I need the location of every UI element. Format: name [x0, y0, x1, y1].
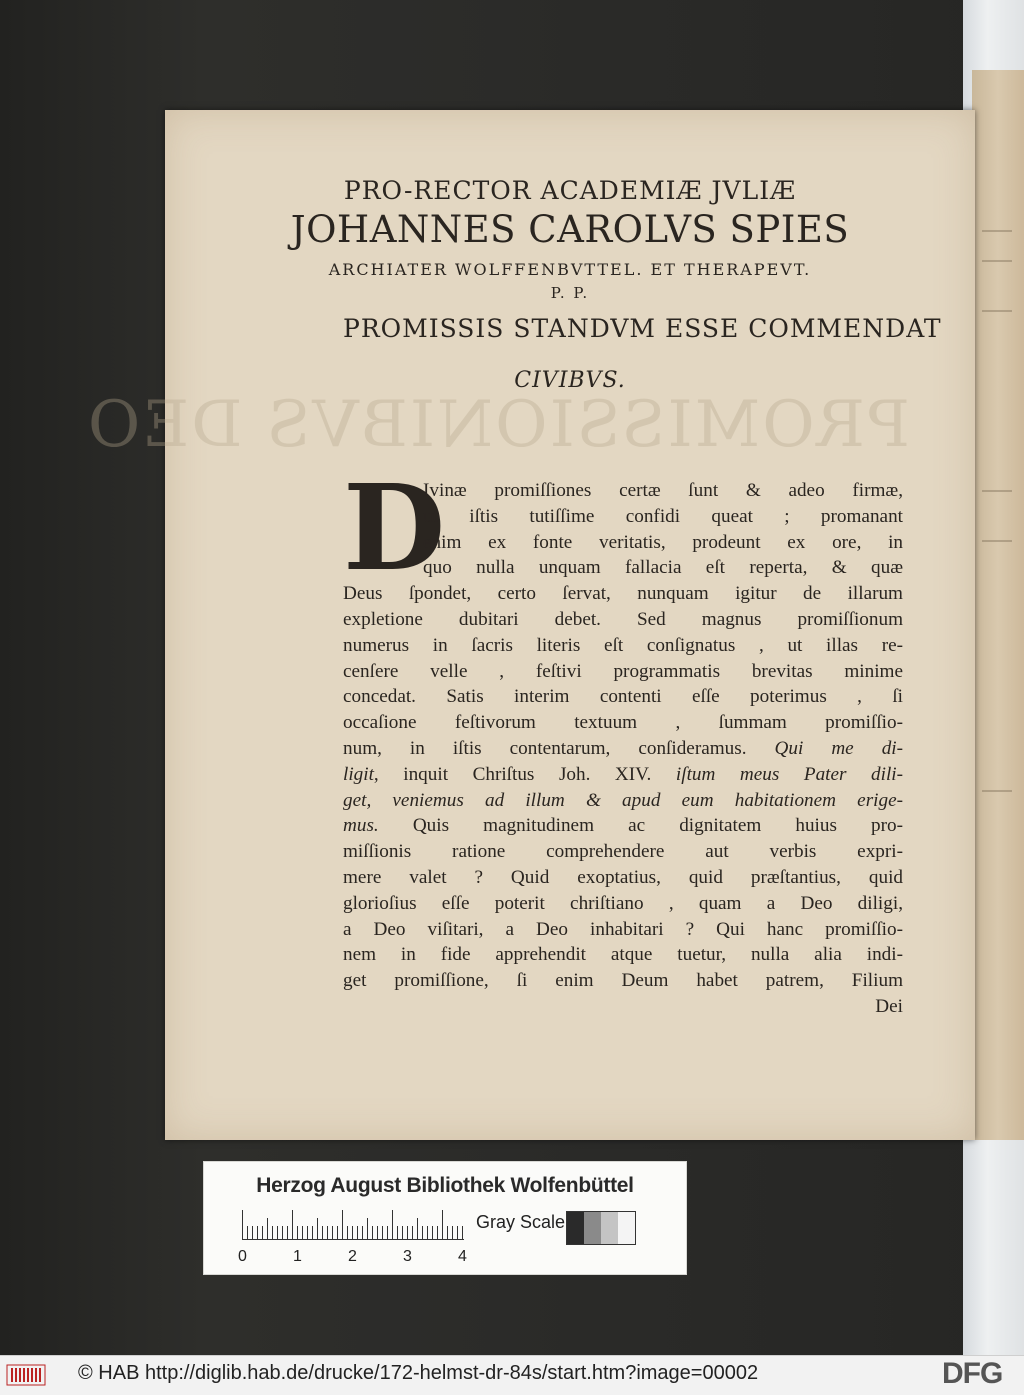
body-line: numerus in ſacris literis eſt conſignatus , ut illas re-	[343, 634, 903, 656]
gray-swatch	[601, 1212, 618, 1244]
ruler-tick	[402, 1226, 403, 1240]
body-line-part: num, in iſtis contentarum, conſideramus.	[343, 737, 747, 759]
ruler-tick	[357, 1226, 358, 1240]
ruler-tick	[332, 1226, 333, 1240]
ruler-tick	[377, 1226, 378, 1240]
ruler-tick	[317, 1218, 318, 1240]
ruler-tick	[457, 1226, 458, 1240]
ruler-tick	[277, 1226, 278, 1240]
body-line: miſſionis ratione comprehendere aut verbis expri-	[343, 841, 903, 863]
body-line	[343, 788, 903, 814]
body-line: mere valet ? Quid exoptatius, quid præſtantius, quid	[343, 866, 903, 888]
body-line-part: , inquit Chriſtus Joh. XIV.	[373, 763, 652, 785]
body-line-italic: Qui me di-	[774, 737, 904, 759]
body-line	[343, 813, 903, 839]
gray-swatch	[584, 1212, 601, 1244]
ruler-tick	[367, 1218, 368, 1240]
library-colour-target	[203, 1161, 687, 1275]
ruler-tick	[372, 1226, 373, 1240]
ruler-tick	[322, 1226, 323, 1240]
ruler-tick	[382, 1226, 383, 1240]
body-line: concedat. Satis interim contenti eſſe poterimus , ſi	[343, 686, 903, 708]
title-promissis: PROMISSIS STANDVM ESSE COMMENDAT	[343, 314, 942, 343]
ruler-tick	[312, 1226, 313, 1240]
ruler-tick	[452, 1226, 453, 1240]
document-page	[85, 110, 975, 1140]
dfg-logo: DFG	[942, 1357, 1003, 1390]
ruler-tick	[362, 1226, 363, 1240]
title-prorector: PRO-RECTOR ACADEMIÆ JVLIÆ	[343, 176, 797, 205]
drop-cap: D	[343, 458, 446, 597]
ruler-tick	[387, 1226, 388, 1240]
body-line: cenſere velle , feſtivi programmatis brevitas minime	[343, 660, 903, 682]
ruler-tick	[447, 1226, 448, 1240]
ruler-number: 4	[458, 1248, 467, 1265]
ruler-number: 0	[238, 1248, 247, 1265]
ruler-tick	[347, 1226, 348, 1240]
body-line: get promiſſione, ſi enim Deum habet patrem, Filium	[343, 970, 903, 992]
adjacent-page-edge	[972, 70, 1024, 1140]
ruler-tick	[442, 1210, 443, 1240]
ruler-tick	[412, 1226, 413, 1240]
ruler-tick	[462, 1226, 463, 1240]
ruler-tick	[437, 1226, 438, 1240]
ruler-tick	[422, 1226, 423, 1240]
title-name: JOHANNES CAROLVS SPIES	[290, 208, 850, 251]
gray-scale-label: Gray Scale	[476, 1212, 566, 1232]
ruler-tick	[287, 1226, 288, 1240]
body-line: Deus ſpondet, certo ſervat, nunquam igitur de illarum	[343, 583, 903, 605]
ruler-tick	[427, 1226, 428, 1240]
body-line-italic: get, veniemus ad illum & apud eum habitationem erige-	[343, 789, 903, 811]
footer-bar	[0, 1355, 1024, 1395]
body-line: quo nulla unquam fallacia eſt reperta, & quæ	[423, 557, 903, 579]
title-pp: P. P.	[550, 284, 590, 302]
catchword: Dei	[875, 995, 903, 1017]
body-line-italic: iſtum meus Pater dili-	[675, 763, 903, 785]
library-name: Herzog August Bibliothek Wolfenbüttel	[256, 1174, 634, 1197]
ruler-tick	[282, 1226, 283, 1240]
ruler-tick	[337, 1226, 338, 1240]
body-line: Ivinæ promiſſiones certæ ſunt & adeo firmæ,	[423, 480, 903, 501]
body-line	[343, 762, 903, 788]
ruler-tick	[342, 1210, 343, 1240]
gray-swatch	[567, 1212, 584, 1244]
body-line-part: Quis magnitudinem ac dignitatem huius pro-	[412, 815, 904, 837]
ruler-tick	[267, 1218, 268, 1240]
ruler-tick	[417, 1218, 418, 1240]
ruler-tick	[352, 1226, 353, 1240]
gray-scale-swatches	[566, 1211, 636, 1245]
body-line: occaſione feſtivorum textuum , ſummam promiſſio-	[343, 712, 903, 734]
ruler-tick	[407, 1226, 408, 1240]
ruler-tick	[432, 1226, 433, 1240]
gray-swatch	[618, 1212, 635, 1244]
body-line: enim ex fonte veritatis, prodeunt ex ore, in	[423, 531, 903, 553]
ruler-tick	[307, 1226, 308, 1240]
body-text	[343, 458, 904, 1020]
hab-logo-icon	[6, 1362, 46, 1388]
ruler-tick	[257, 1226, 258, 1240]
body-line	[343, 736, 903, 762]
footer-url[interactable]: © HAB http://diglib.hab.de/drucke/172-helmst-dr-84s/start.htm?image=00002	[78, 1362, 759, 1384]
ruler-tick	[397, 1226, 398, 1240]
ruler-tick	[392, 1210, 393, 1240]
ruler-tick	[297, 1226, 298, 1240]
ruler-tick	[262, 1226, 263, 1240]
ruler-number: 3	[403, 1248, 412, 1265]
body-line: ut iſtis tutiſſime confidi queat ; promanant	[423, 505, 903, 527]
ruler-tick	[302, 1226, 303, 1240]
body-line: a Deo viſitari, a Deo inhabitari ? Qui hanc promiſſio-	[343, 918, 903, 940]
body-line: nem in fide apprehendit atque tuetur, nulla alia indi-	[343, 944, 903, 966]
ruler	[242, 1210, 464, 1240]
ruler-tick	[252, 1226, 253, 1240]
body-line-italic: ligit	[343, 763, 374, 785]
ruler-tick	[242, 1210, 243, 1240]
ruler-tick	[272, 1226, 273, 1240]
title-archiater: ARCHIATER WOLFFENBVTTEL. ET THERAPEVT.	[328, 260, 812, 279]
body-line: glorioſius eſſe poterit chriſtiano , quam a Deo diligi,	[343, 892, 903, 914]
ruler-tick	[247, 1226, 248, 1240]
ruler-tick	[327, 1226, 328, 1240]
ruler-number: 1	[293, 1248, 302, 1265]
ruler-number: 2	[348, 1248, 357, 1265]
body-line-italic: mus.	[343, 815, 379, 837]
title-civibus: CIVIBVS.	[514, 368, 626, 393]
body-line: expletione dubitari debet. Sed magnus promiſſionum	[343, 608, 903, 630]
ruler-tick	[292, 1210, 293, 1240]
bleed-through-decoration: PROMISSIONIBVS DEO	[85, 388, 910, 462]
